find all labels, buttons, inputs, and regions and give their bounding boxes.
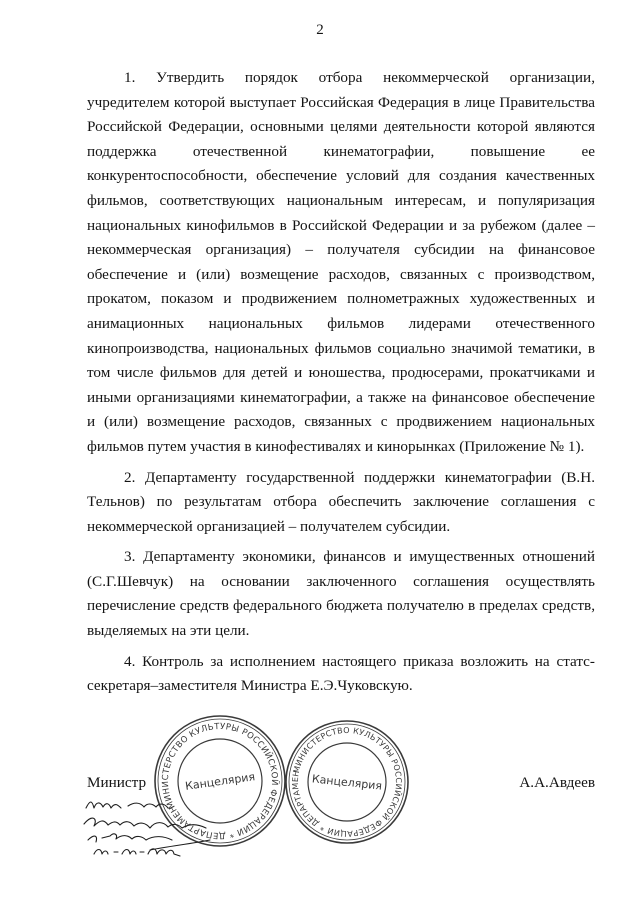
paragraph-1: 1. Утвердить порядок отбора некоммерческой организации, учредителем которой выступает Российская Федерация в лице Правительства Российской Федерации, основными целями деятельности которой являются поддержка отечественной кинематографии, повышение ее конкурентоспособности, обеспечение условий для создания качественных фильмов, соответствующих национальным интересам, и популяризация национальных кинофильмов в Российской Федерации и за рубежом (далее – некоммерческая организация) – получателя субсидии на финансовое обеспечение и (или) возмещение расходов, связанных с производством, прокатом, показом и продвижением полнометражных художественных и анимационных национальных фильмов лидерами отечественного кинопроизводства, национальных фильмов социально значимой тематики, в том числе фильмов для детей и юношества, продюсерами, прокатчиками и иными организациями кинематографии, а также на финансовое обеспечение и (или) возмещение расходов, связанных с продвижением национальных фильмов путем участия в кинофестивалях и кинорынках (Приложение № 1). <box>87 69 595 455</box>
stamp-center-text: Канцелярия <box>184 770 256 793</box>
paragraph-2: 2. Департаменту государственной поддержки кинематографии (В.Н. Тельнов) по результатам отбора обеспечить заключение соглашения с некоммерческой организацией – получателем субсидии. <box>87 468 595 535</box>
handwritten-certification-note <box>80 794 280 864</box>
stamp-ring-text: МИНИСТЕРСТВО КУЛЬТУРЫ РОССИЙСКОЙ ФЕДЕРАЦИИ * ДЕПАРТАМЕНТ <box>160 721 280 841</box>
order-body <box>87 66 595 705</box>
stamp-ring-text: МИНИСТЕРСТВО КУЛЬТУРЫ РОССИЙСКОЙ ФЕДЕРАЦИИ * ДЕПАРТАМЕНТ <box>290 725 404 839</box>
signer-name: А.А.Авдеев <box>519 774 595 791</box>
signature-block <box>87 774 595 794</box>
stamp-center-text: Канцелярия <box>311 772 383 793</box>
signer-position: Министр <box>87 774 147 791</box>
paragraph-3: 3. Департаменту экономики, финансов и имущественных отношений (С.Г.Шевчук) на основании заключенного соглашения осуществлять перечисление средств федерального бюджета получателю в пределах средств, выделяемых на эти цели. <box>87 548 595 640</box>
paragraph-4: 4. Контроль за исполнением настоящего приказа возложить на статс-секретаря–заместителя Министра Е.Э.Чуковскую. <box>87 652 595 695</box>
page-number: 2 <box>316 22 324 38</box>
